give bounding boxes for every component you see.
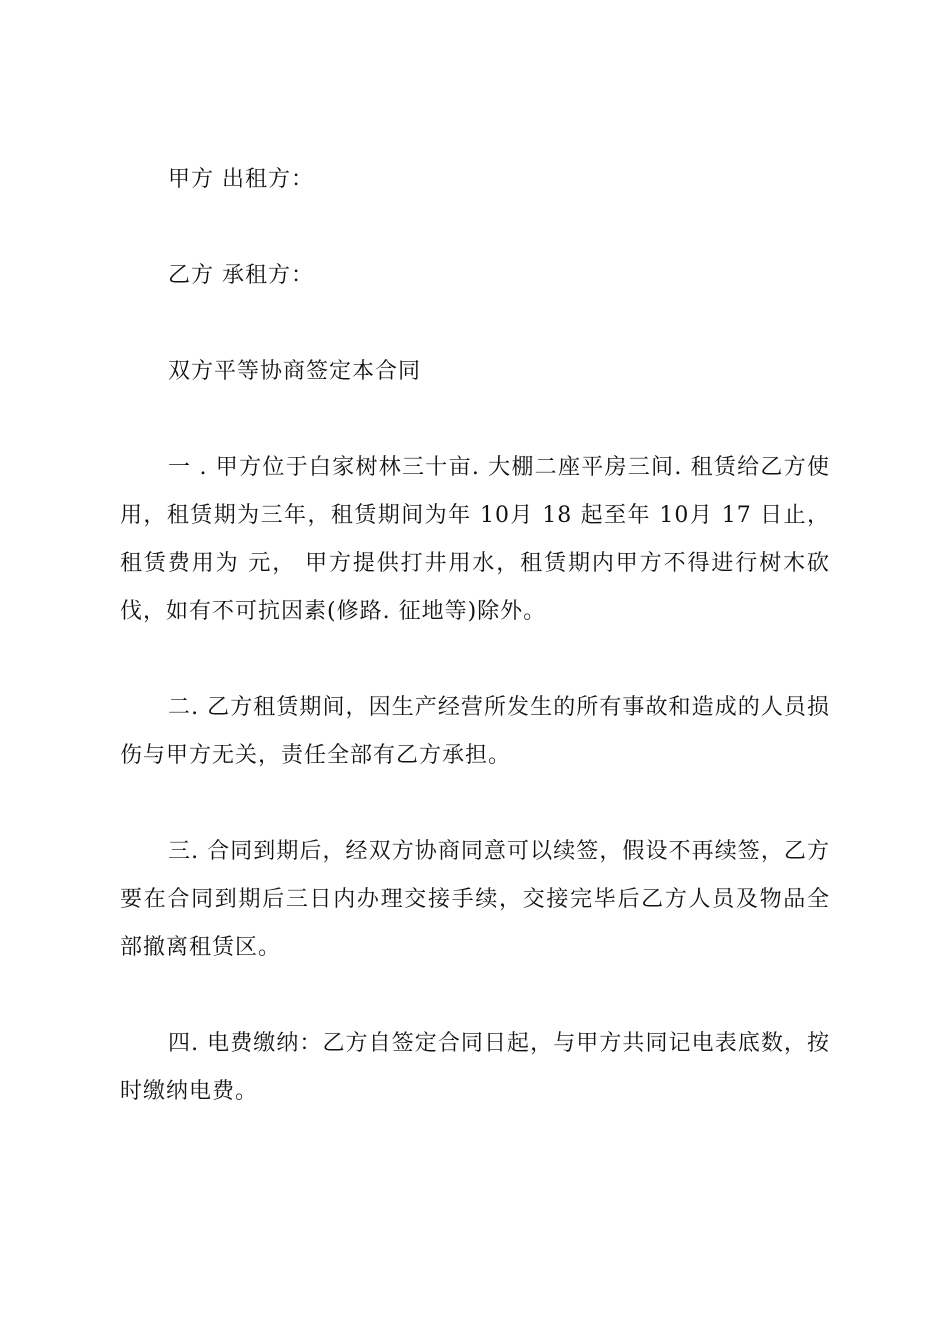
clause-2: 二. 乙方租赁期间，因生产经营所发生的所有事故和造成的人员损伤与甲方无关，责任全部有乙方承担。 — [120, 695, 830, 768]
clause-3: 三. 合同到期后，经双方协商同意可以续签，假设不再续签，乙方要在合同到期后三日内办理交接手续，交接完毕后乙方人员及物品全部撤离租赁区。 — [120, 839, 830, 960]
spacer — [120, 972, 830, 1020]
party-b-line: 乙方 承租方： — [168, 263, 314, 288]
spacer — [120, 396, 830, 444]
clause-4: 四. 电费缴纳：乙方自签定合同日起，与甲方共同记电表底数，按时缴纳电费。 — [120, 1031, 830, 1104]
contract-body — [120, 156, 830, 1116]
intro-line: 双方平等协商签定本合同 — [168, 359, 422, 384]
party-a-line: 甲方 出租方： — [168, 167, 314, 192]
clause-1: 一 . 甲方位于白家树林三十亩. 大棚二座平房三间. 租赁给乙方使用，租赁期为三年，租赁期间为年 10月 18 起至年 10月 17 日止，租赁费用为 元， 甲方提供打井用水，租赁期内甲方不得进行树木砍伐，如有不可抗因素(修路. 征地等)除外。 — [120, 455, 830, 624]
spacer — [120, 204, 830, 252]
spacer — [120, 636, 830, 684]
spacer — [120, 780, 830, 828]
spacer — [120, 300, 830, 348]
